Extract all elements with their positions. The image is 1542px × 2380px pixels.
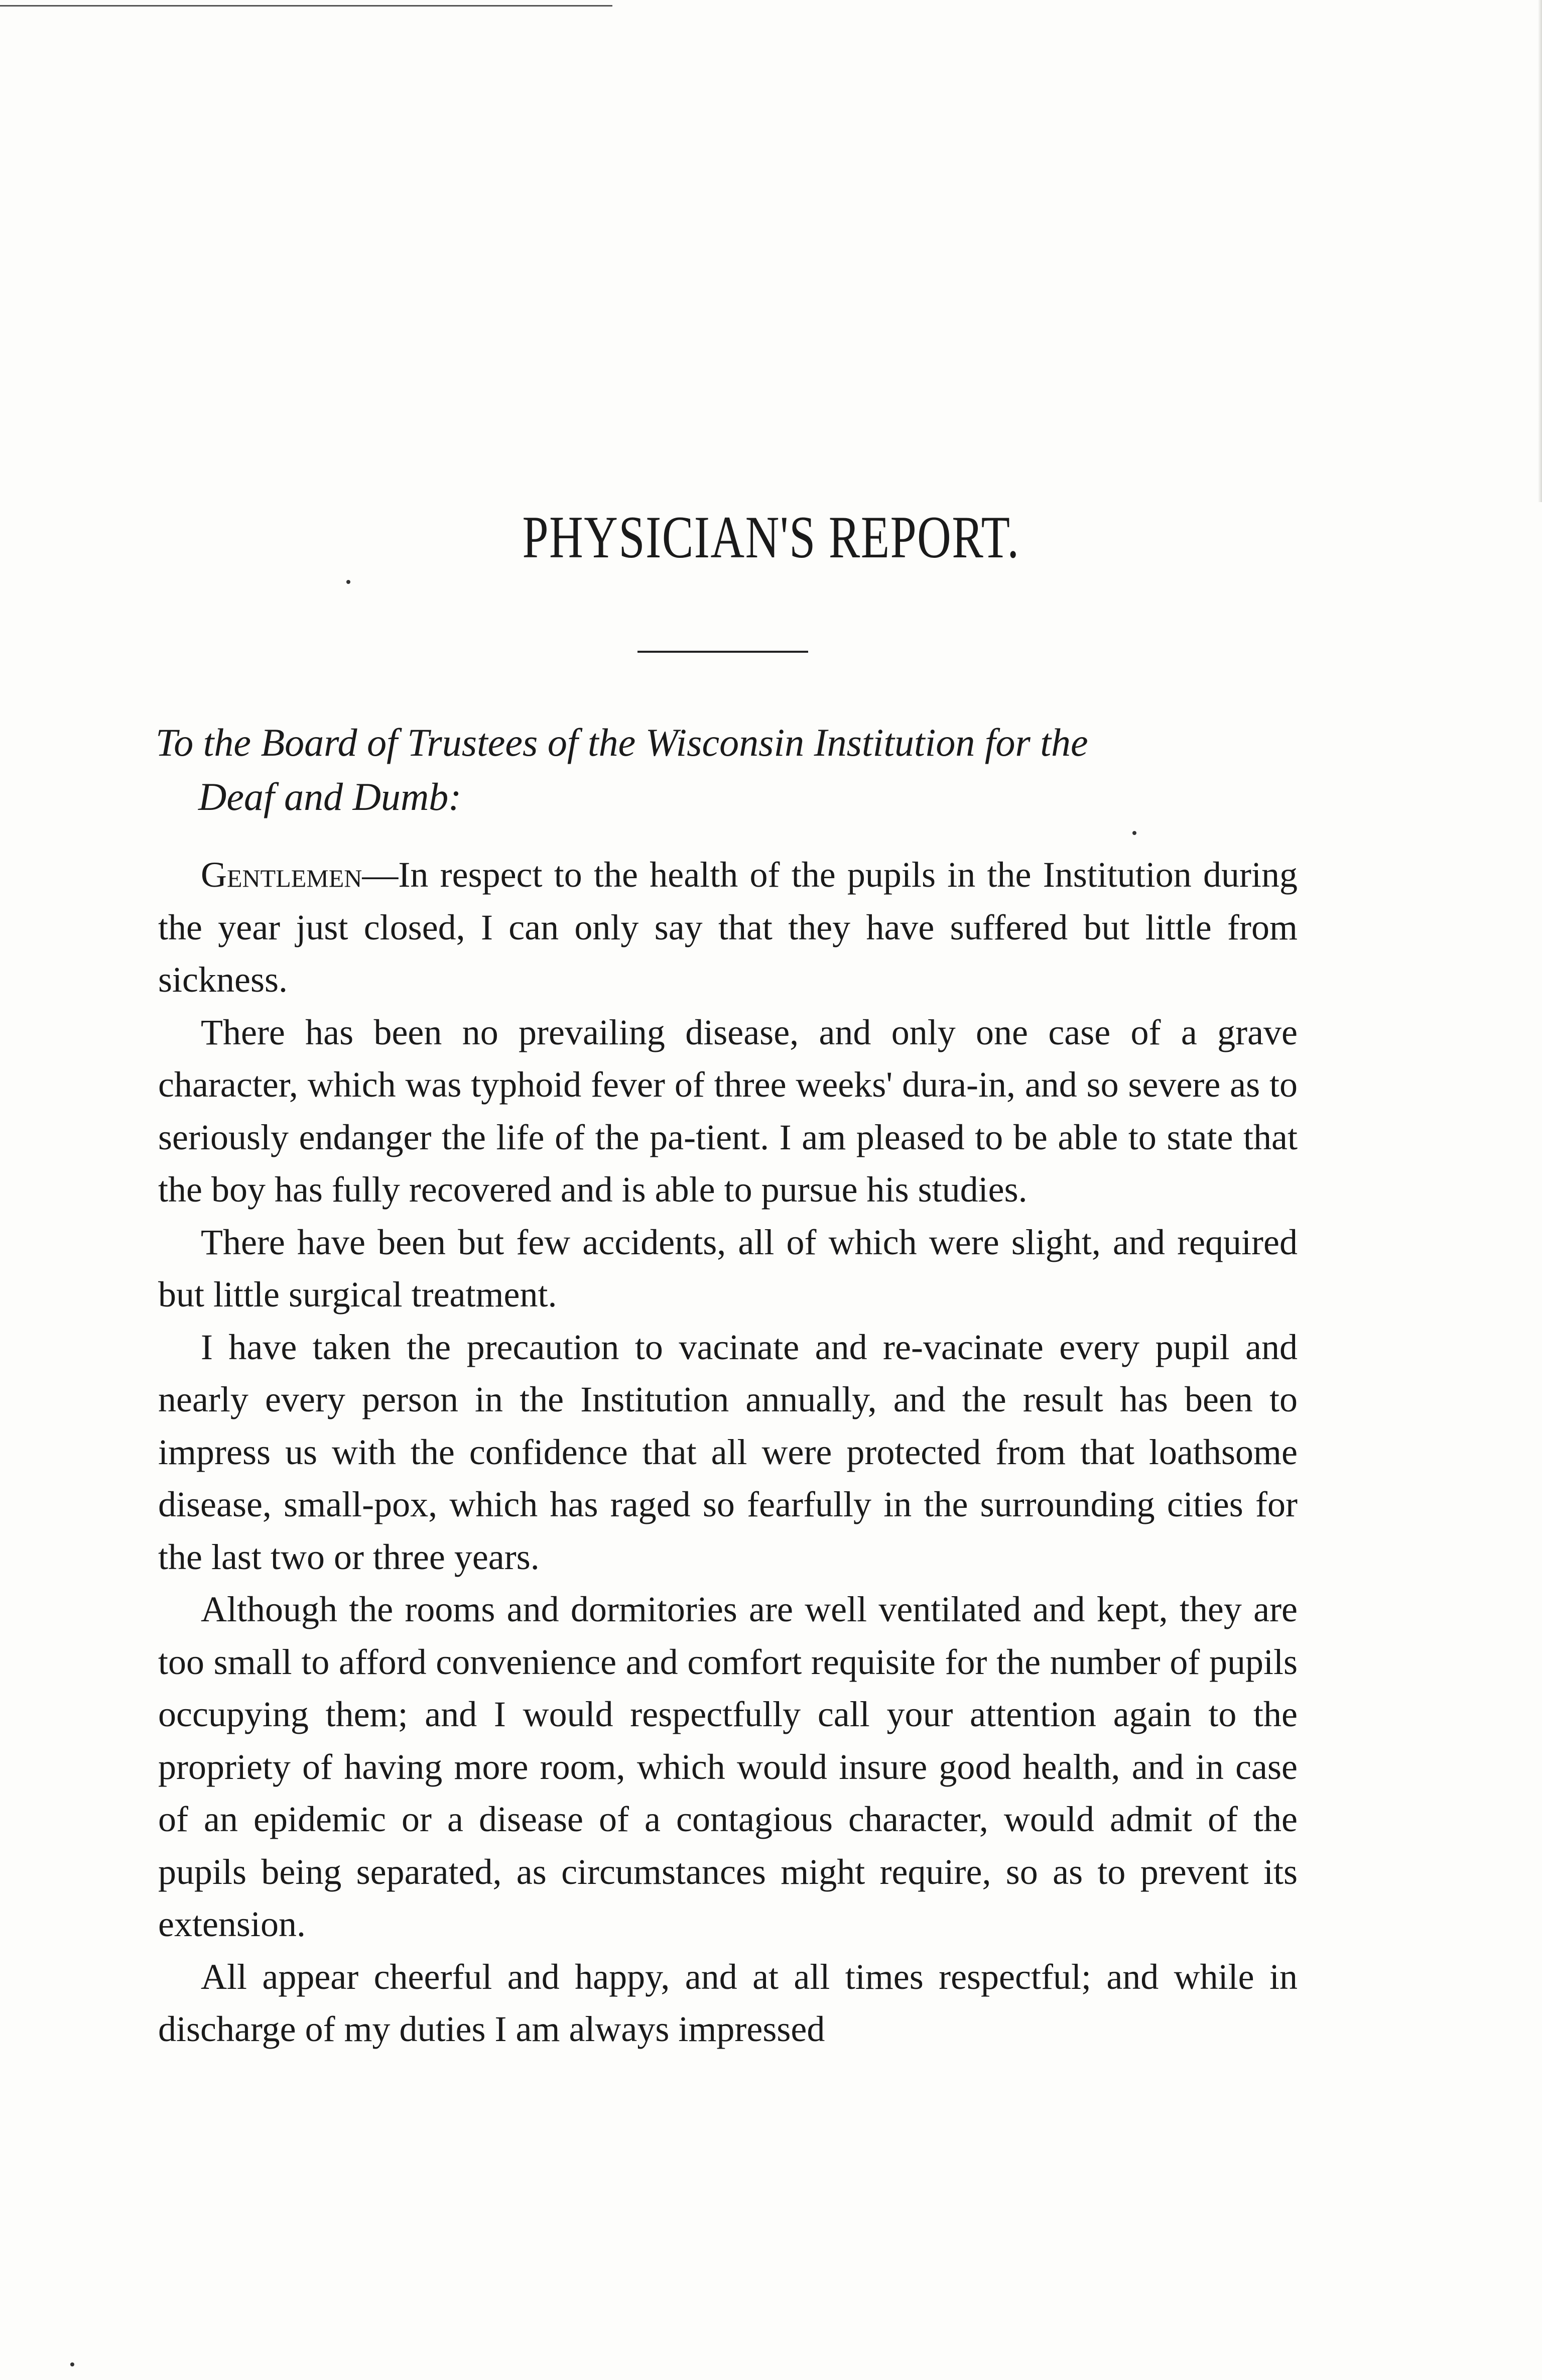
paragraph-1-text: —In respect to the health of the pupils in the Institution during the year just closed, I can only say that they have suffered but little from sickness.	[158, 855, 1298, 1000]
opening-word: Gentlemen	[201, 855, 362, 895]
page-edge-shadow	[1538, 0, 1542, 502]
salutation-line-1: To the Board of Trustees of the Wisconsin Institution for the	[156, 721, 1088, 764]
title-divider	[637, 651, 808, 653]
report-body	[158, 849, 1298, 2056]
salutation	[156, 716, 1340, 824]
top-edge-rule	[0, 5, 612, 7]
paragraph-3: There have been but few accidents, all of which were slight, and required but little surgical treatment.	[158, 1222, 1298, 1315]
print-speck	[346, 580, 350, 584]
paragraph-5: Although the rooms and dormitories are well ventilated and kept, they are too small to afford convenience and comfort requisite for the number of pupils occupying them; and I would respectfully call your attention again to the propriety of having more room, which would insure good health, and in case of an epidemic or a disease of a contagious character, would admit of the pupils being separated, as circumstances might require, so as to prevent its extension.	[158, 1589, 1298, 1944]
print-speck	[70, 2362, 74, 2366]
page-title: PHYSICIAN'S REPORT.	[522, 504, 1020, 570]
print-speck	[1132, 831, 1136, 835]
paragraph-4: I have taken the precaution to vacinate and re-vacinate every pupil and nearly every person in the Institution annually, and the result has been to impress us with the confidence that all were protected from that loathsome disease, small-pox, which has raged so fearfully in the surrounding cities for the last two or three years.	[158, 1327, 1298, 1577]
paragraph-6: All appear cheerful and happy, and at all times respectful; and while in discharge of my duties I am always impressed	[158, 1956, 1298, 2049]
paragraph-1	[158, 849, 1298, 1006]
paragraph-2: There has been no prevailing disease, and only one case of a grave character, which was typhoid fever of three weeks' dura-in, and so severe as to seriously endanger the life of the pa-tient. I am pleased to be able to state that the boy has fully recovered and is able to pursue his studies.	[158, 1012, 1298, 1210]
salutation-line-2: Deaf and Dumb:	[198, 775, 462, 818]
